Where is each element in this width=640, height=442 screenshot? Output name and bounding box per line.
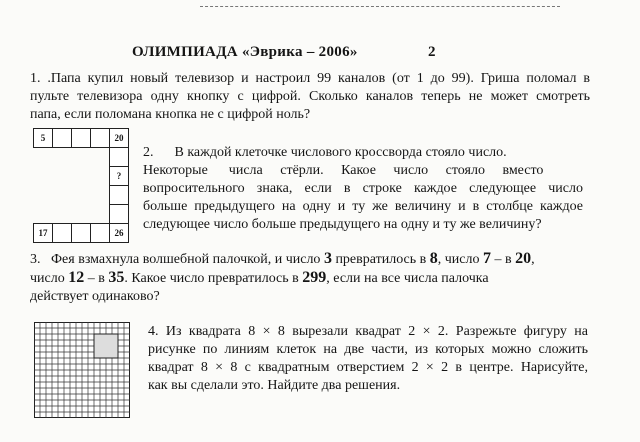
problem-4-line: как вы сделали это. Найдите два решения.: [148, 378, 401, 393]
crossword-cell: 26: [109, 223, 129, 243]
problem-3-text: – в: [491, 252, 516, 267]
problem-4: [148, 323, 588, 395]
crossword-cell: [109, 185, 129, 205]
problem-3-text: . Какое число превратилось в: [124, 271, 303, 286]
crossword-cell: 5: [33, 128, 53, 148]
grid-svg: [34, 322, 130, 418]
problem-3-line: [30, 269, 590, 288]
crossword-cell: [71, 223, 91, 243]
page-number: 2: [428, 44, 436, 60]
number-crossword: [33, 128, 133, 244]
problem-3-number: 8: [429, 250, 438, 267]
problem-3-line: действует одинаково?: [30, 289, 160, 304]
problem-2-line: Некоторые числа стёрли. Какое число стояло вместо: [143, 163, 544, 178]
problem-3-number: 7: [483, 250, 491, 267]
problem-3-line: [30, 250, 590, 269]
problem-2-line: вопросительного знака, если в строке каждое следующее число: [143, 181, 583, 196]
page-title: ОЛИМПИАДА «Эврика – 2006»: [132, 44, 358, 60]
problem-1-line: папа, если поломана кнопка не с цифрой ноль?: [30, 107, 311, 122]
grid-figure: [34, 322, 130, 418]
problem-3-text: – в: [84, 271, 109, 286]
crossword-cell: ?: [109, 166, 129, 186]
problem-3-number: 3: [323, 250, 332, 267]
crossword-cell: [71, 128, 91, 148]
crossword-cell: [52, 128, 72, 148]
problem-4-line: 4. Из квадрата 8 × 8 вырезали квадрат 2 × 2. Разрежьте фигуру на: [148, 324, 588, 339]
problem-3-text: превратилось в: [331, 252, 430, 267]
problem-4-line: квадрат 8 × 8 с квадратным отверстием 2 × 2 в центре. Нарисуйте,: [148, 360, 588, 375]
problem-2-line: больше предыдущего на одну и ту же величину и в столбце каждое: [143, 199, 583, 214]
cut-out-square: [94, 334, 118, 358]
problem-1: [30, 70, 590, 124]
problem-4-line: рисунке по линиям клеток на две части, из которых можно сложить: [148, 342, 588, 357]
problem-3-text: ,: [531, 252, 535, 267]
crossword-cell: [90, 223, 110, 243]
problem-1-line: пульте телевизора одну кнопку с цифрой. Сколько каналов теперь не может смотреть: [30, 89, 590, 104]
crossword-cell: [90, 128, 110, 148]
crossword-cell: [52, 223, 72, 243]
problem-2-line: 2. В каждой клеточке числового кроссворда стояло число.: [143, 145, 507, 160]
problem-3-text: , если на все числа палочка: [326, 271, 489, 286]
crossword-cell: [109, 147, 129, 167]
problem-1-line: 1. .Папа купил новый телевизор и настроил 99 каналов (от 1 до 99). Гриша поломал в: [30, 71, 590, 86]
top-dashed-line: [200, 6, 560, 7]
problem-3-text: , число: [437, 252, 483, 267]
problem-3-number: 35: [108, 269, 125, 286]
crossword-cell: 17: [33, 223, 53, 243]
crossword-cell: 20: [109, 128, 129, 148]
problem-3-text: 3. Фея взмахнула волшебной палочкой, и число: [30, 252, 324, 267]
problem-2-line: следующее число больше предыдущего на одну и ту же величину?: [143, 217, 542, 232]
problem-3-number: 299: [302, 269, 327, 286]
crossword-cell: [109, 204, 129, 224]
problem-3: [30, 250, 590, 306]
problem-2: [143, 144, 583, 234]
problem-3-number: 20: [515, 250, 532, 267]
problem-3-number: 12: [68, 269, 85, 286]
problem-3-text: число: [30, 271, 69, 286]
